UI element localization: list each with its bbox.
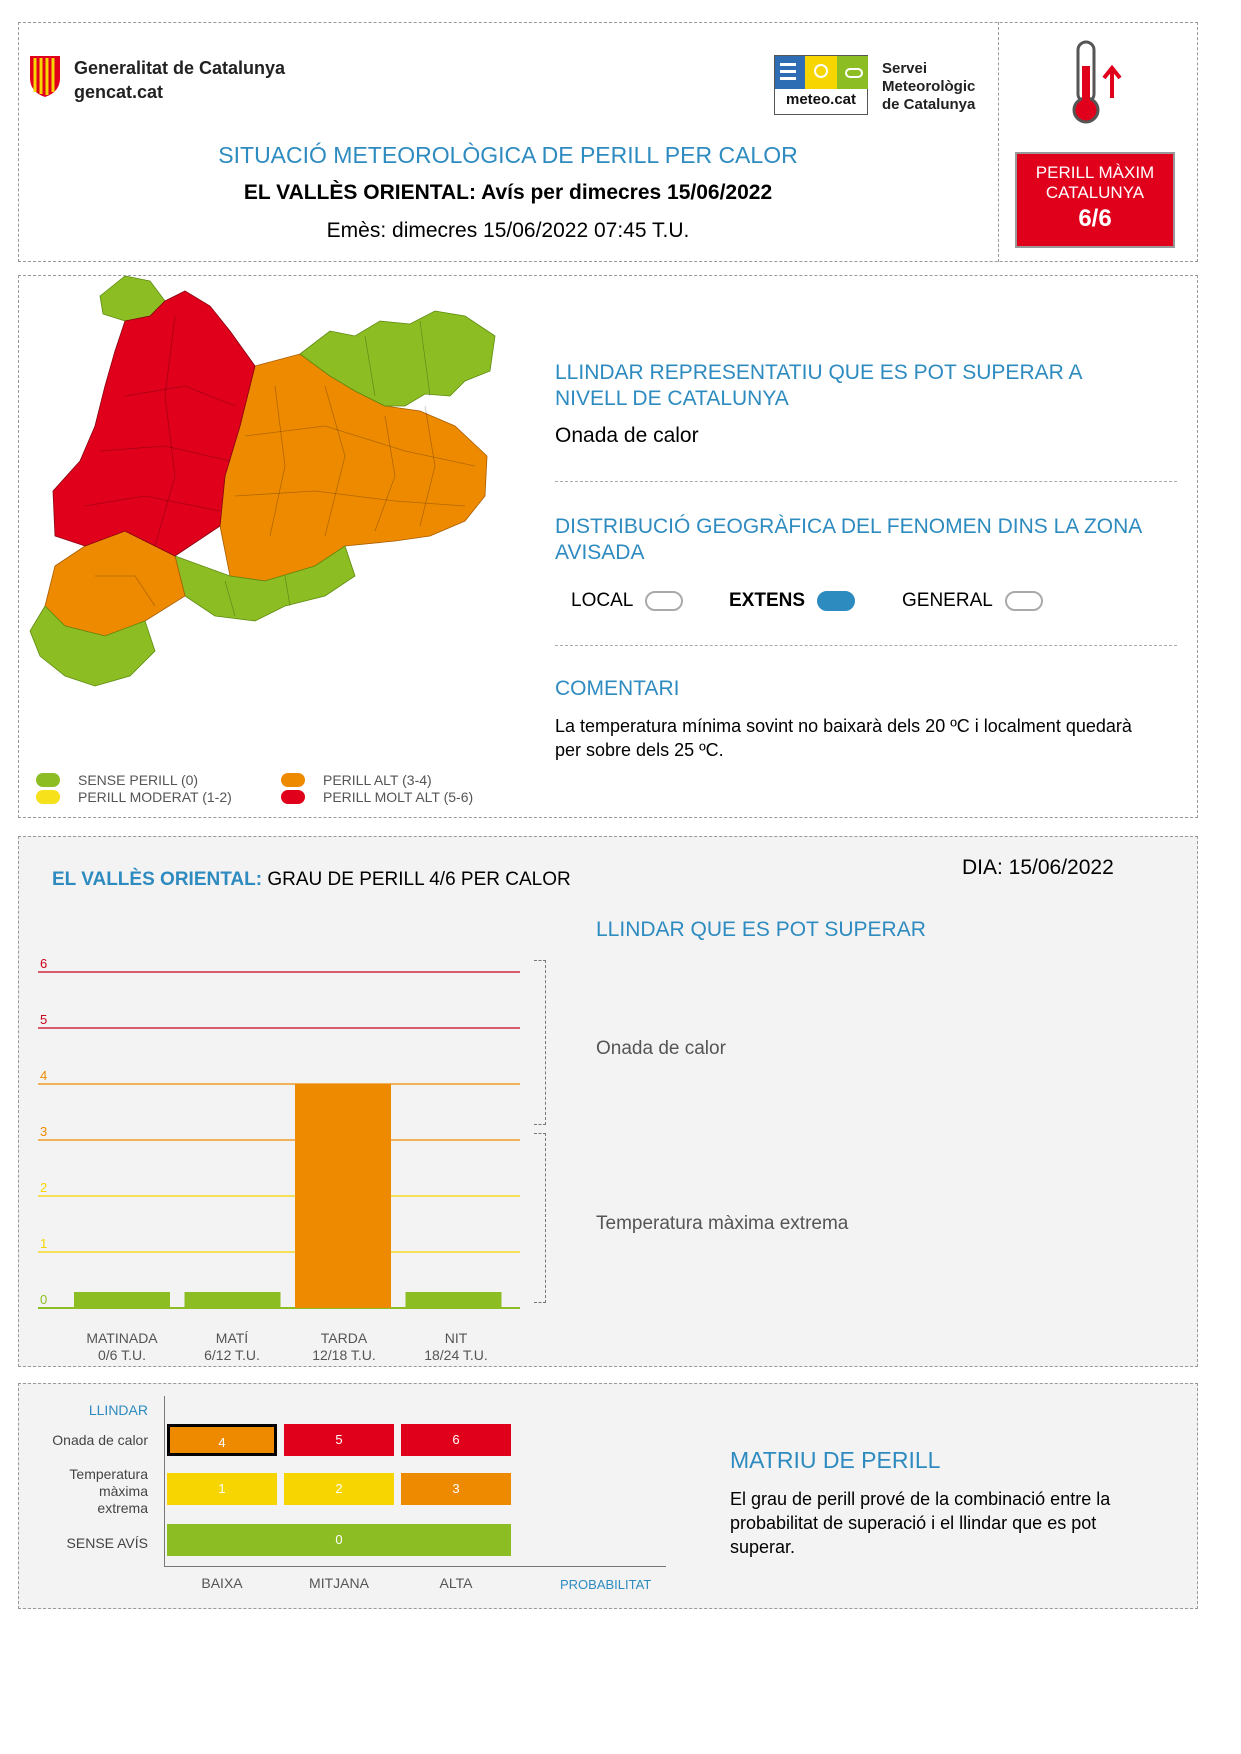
bracket-lower	[534, 1133, 546, 1303]
extens-toggle[interactable]	[817, 591, 855, 611]
divider-1	[555, 481, 1177, 482]
threshold-title: LLINDAR REPRESENTATIU QUE ES POT SUPERAR A NIVELL DE CATALUNYA	[555, 361, 1082, 410]
matrix-row-label-temperatura: Temperatura màxima extrema	[69, 1466, 148, 1516]
matrix-cell-temp-mitjana: 2	[284, 1473, 394, 1505]
max-danger-badge	[1015, 152, 1175, 248]
matrix-row-label-onada: Onada de calor	[52, 1432, 148, 1448]
y-tick-label-0: 0	[40, 1292, 48, 1307]
distribution-option-extens[interactable]: EXTENS	[729, 590, 855, 612]
max-danger-label-2: CATALUNYA	[1045, 183, 1145, 202]
catalonia-map	[25, 276, 505, 761]
matrix-threshold-header: LLINDAR	[88, 1402, 148, 1418]
y-tick-label-4: 4	[40, 1068, 48, 1083]
max-danger-value: 6/6	[1078, 205, 1112, 232]
prob-label-baixa: BAIXA	[201, 1575, 243, 1591]
smc-name: Servei Meteorològic de Catalunya	[882, 60, 976, 113]
chart-threshold-title: LLINDAR QUE ES POT SUPERAR	[596, 918, 926, 941]
matrix-axis-y	[164, 1396, 165, 1566]
threshold-value: Onada de calor	[555, 424, 699, 447]
legend-label-red: PERILL MOLT ALT (5-6)	[323, 789, 474, 805]
local-toggle[interactable]	[645, 591, 683, 611]
matrix-cell-temp-alta: 3	[401, 1473, 511, 1505]
legend-dot-yellow	[36, 790, 60, 804]
meteocat-logo	[774, 55, 868, 115]
matrix-title: MATRIU DE PERILL	[730, 1447, 941, 1473]
emitted-line: Emès: dimecres 15/06/2022 07:45 T.U.	[326, 219, 690, 242]
chart-day: DIA: 15/06/2022	[962, 856, 1114, 879]
sun-icon	[814, 64, 828, 78]
bar-1	[185, 1292, 281, 1308]
max-danger-label-1: PERILL MÀXIM	[1035, 163, 1155, 182]
y-tick-label-5: 5	[40, 1012, 48, 1027]
y-tick-label-1: 1	[40, 1236, 48, 1251]
gencat-logo	[27, 54, 63, 98]
header-divider	[998, 22, 999, 262]
bar-0	[74, 1292, 170, 1308]
gencat-name: Generalitat de Catalunya	[74, 58, 286, 78]
prob-header: PROBABILITAT	[560, 1577, 652, 1592]
page-title: SITUACIÓ METEOROLÒGICA DE PERILL PER CALOR	[218, 142, 798, 168]
chart-header	[52, 869, 571, 891]
legend-label-yellow: PERILL MODERAT (1-2)	[78, 789, 232, 805]
matrix-cell-onada-alta: 6	[401, 1424, 511, 1456]
danger-chart	[30, 930, 590, 1350]
legend-dot-orange	[281, 773, 305, 787]
distribution-option-general[interactable]: GENERAL	[902, 590, 1043, 612]
general-toggle[interactable]	[1005, 591, 1043, 611]
thermometer-rising-icon	[1068, 40, 1128, 131]
gencat-url: gencat.cat	[74, 82, 164, 102]
legend-label-orange: PERILL ALT (3-4)	[323, 772, 432, 788]
matrix-cell-onada-mitjana: 5	[284, 1424, 394, 1456]
matrix-text: El grau de perill prové de la combinació entre la probabilitat de superació i el llindar que es pot superar.	[730, 1489, 1111, 1557]
legend-dot-green	[36, 773, 60, 787]
matrix-cell-sense-avis: 0	[167, 1524, 511, 1556]
chart-region: EL VALLÈS ORIENTAL:	[52, 869, 263, 890]
y-tick-label-2: 2	[40, 1180, 48, 1195]
legend-dot-red	[281, 790, 305, 804]
period-label-tarda: TARDA 12/18 T.U.	[312, 1330, 376, 1363]
cloud-icon	[845, 68, 863, 78]
chart-grade: GRAU DE PERILL 4/6 PER CALOR	[267, 869, 571, 890]
avis-date: Avís per dimecres 15/06/2022	[481, 181, 773, 204]
prob-label-alta: ALTA	[439, 1575, 473, 1591]
y-tick-label-3: 3	[40, 1124, 48, 1139]
comment-text: La temperatura mínima sovint no baixarà dels 20 ºC i localment quedarà per sobre dels 25 ºC.	[555, 716, 1132, 760]
prob-label-mitjana: MITJANA	[309, 1575, 369, 1591]
avis-region: EL VALLÈS ORIENTAL:	[243, 181, 476, 204]
matrix-row-label-sense: SENSE AVÍS	[66, 1535, 148, 1551]
period-label-matinada: MATINADA 0/6 T.U.	[86, 1330, 158, 1363]
period-label-nit: NIT 18/24 T.U.	[424, 1330, 488, 1363]
comment-title: COMENTARI	[555, 677, 680, 700]
divider-2	[555, 645, 1177, 646]
matrix-axis-x	[164, 1566, 666, 1567]
distribution-option-local[interactable]: LOCAL	[571, 590, 683, 612]
meteocat-label: meteo.cat	[785, 91, 857, 108]
matrix-cell-onada-baixa: 4	[167, 1424, 277, 1456]
bar-2	[295, 1084, 391, 1308]
avis-line	[18, 181, 998, 205]
period-label-mati: MATÍ 6/12 T.U.	[204, 1330, 260, 1363]
bar-3	[406, 1292, 502, 1308]
chart-threshold-upper: Onada de calor	[596, 1038, 726, 1059]
matrix-cell-temp-baixa: 1	[167, 1473, 277, 1505]
legend-label-green: SENSE PERILL (0)	[78, 772, 199, 788]
distribution-title: DISTRIBUCIÓ GEOGRÀFICA DEL FENOMEN DINS LA ZONA AVISADA	[555, 515, 1142, 564]
bracket-upper	[534, 960, 546, 1125]
y-tick-label-6: 6	[40, 956, 48, 971]
chart-threshold-lower: Temperatura màxima extrema	[596, 1213, 849, 1234]
gencat-emblem-icon	[27, 54, 63, 98]
